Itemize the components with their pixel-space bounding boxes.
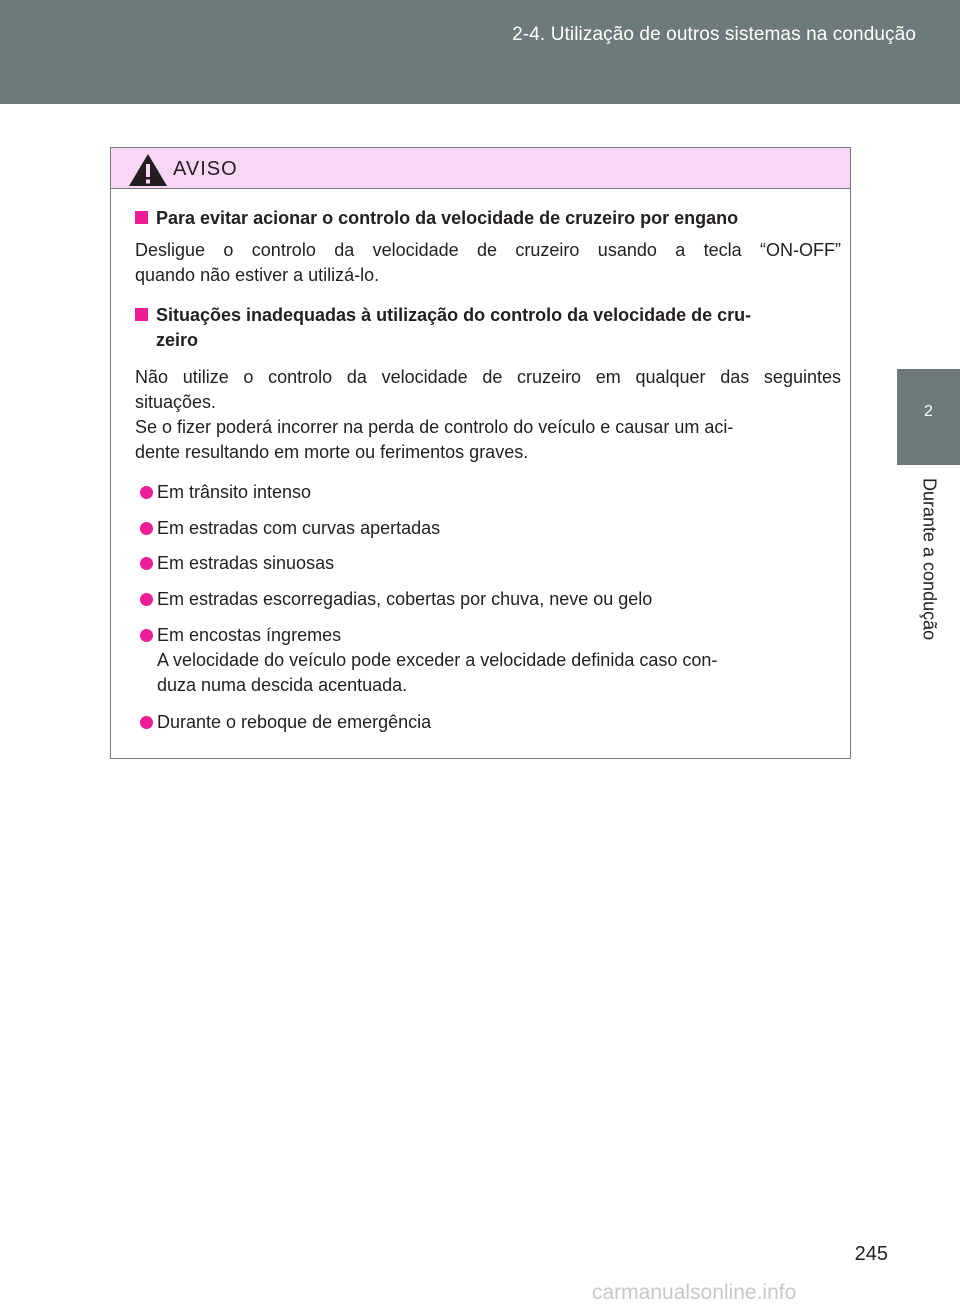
chapter-tab (897, 369, 960, 465)
list-item-text: Em estradas escorregadias, cobertas por chuva, neve ou gelo (157, 589, 653, 609)
list-item (140, 623, 840, 698)
heading-text: Para evitar acionar o controlo da velocidade de cruzeiro por engano (156, 208, 739, 228)
paragraph-line: dente resultando em morte ou ferimentos graves. (135, 442, 529, 462)
list-item-text: duza numa descida acentuada. (157, 675, 408, 695)
list-item (140, 587, 840, 612)
header-band (0, 0, 960, 104)
chapter-number: 2 (924, 403, 933, 420)
section-title: 2-4. Utilização de outros sistemas na condução (512, 24, 916, 45)
paragraph (135, 365, 841, 465)
section-heading (135, 206, 835, 231)
dot-bullet-icon (140, 593, 153, 606)
list-item-text: Em estradas sinuosas (157, 553, 335, 573)
page-number: 245 (854, 1243, 888, 1265)
list-item-text: Durante o reboque de emergência (157, 712, 432, 732)
paragraph-line: situações. (135, 392, 217, 412)
list-item (140, 480, 840, 505)
warning-box (110, 147, 851, 759)
section-heading (135, 303, 835, 353)
list-item-text: Em trânsito intenso (157, 482, 312, 502)
dot-bullet-icon (140, 557, 153, 570)
heading-text: Situações inadequadas à utilização do controlo da velocidade de cru- (156, 305, 752, 325)
warning-triangle-icon (128, 153, 168, 187)
watermark: carmanualsonline.info (592, 1281, 797, 1304)
paragraph-line: quando não estiver a utilizá-lo. (135, 265, 380, 285)
list-item-text: A velocidade do veículo pode exceder a velocidade definida caso con- (157, 650, 718, 670)
dot-bullet-icon (140, 716, 153, 729)
dot-bullet-icon (140, 522, 153, 535)
warning-header (111, 148, 850, 189)
dot-bullet-icon (140, 486, 153, 499)
square-bullet-icon (135, 308, 148, 321)
heading-text: zeiro (156, 330, 199, 350)
warning-title: AVISO (173, 158, 238, 180)
paragraph-line: Desligue o controlo da velocidade de cruzeiro usando a tecla “ON-OFF” (135, 240, 841, 260)
dot-bullet-icon (140, 629, 153, 642)
paragraph-line: Não utilize o controlo da velocidade de cruzeiro em qualquer das seguintes (135, 367, 841, 387)
list-item (140, 516, 840, 541)
chapter-label: Durante a condução (919, 478, 939, 641)
square-bullet-icon (135, 211, 148, 224)
paragraph (135, 238, 841, 288)
chapter-label-container (897, 478, 960, 648)
list-item-text: Em estradas com curvas apertadas (157, 518, 441, 538)
list-item (140, 551, 840, 576)
list-item (140, 710, 840, 735)
paragraph-line: Se o fizer poderá incorrer na perda de controlo do veículo e causar um aci- (135, 417, 734, 437)
list-item-text: Em encostas íngremes (157, 625, 342, 645)
